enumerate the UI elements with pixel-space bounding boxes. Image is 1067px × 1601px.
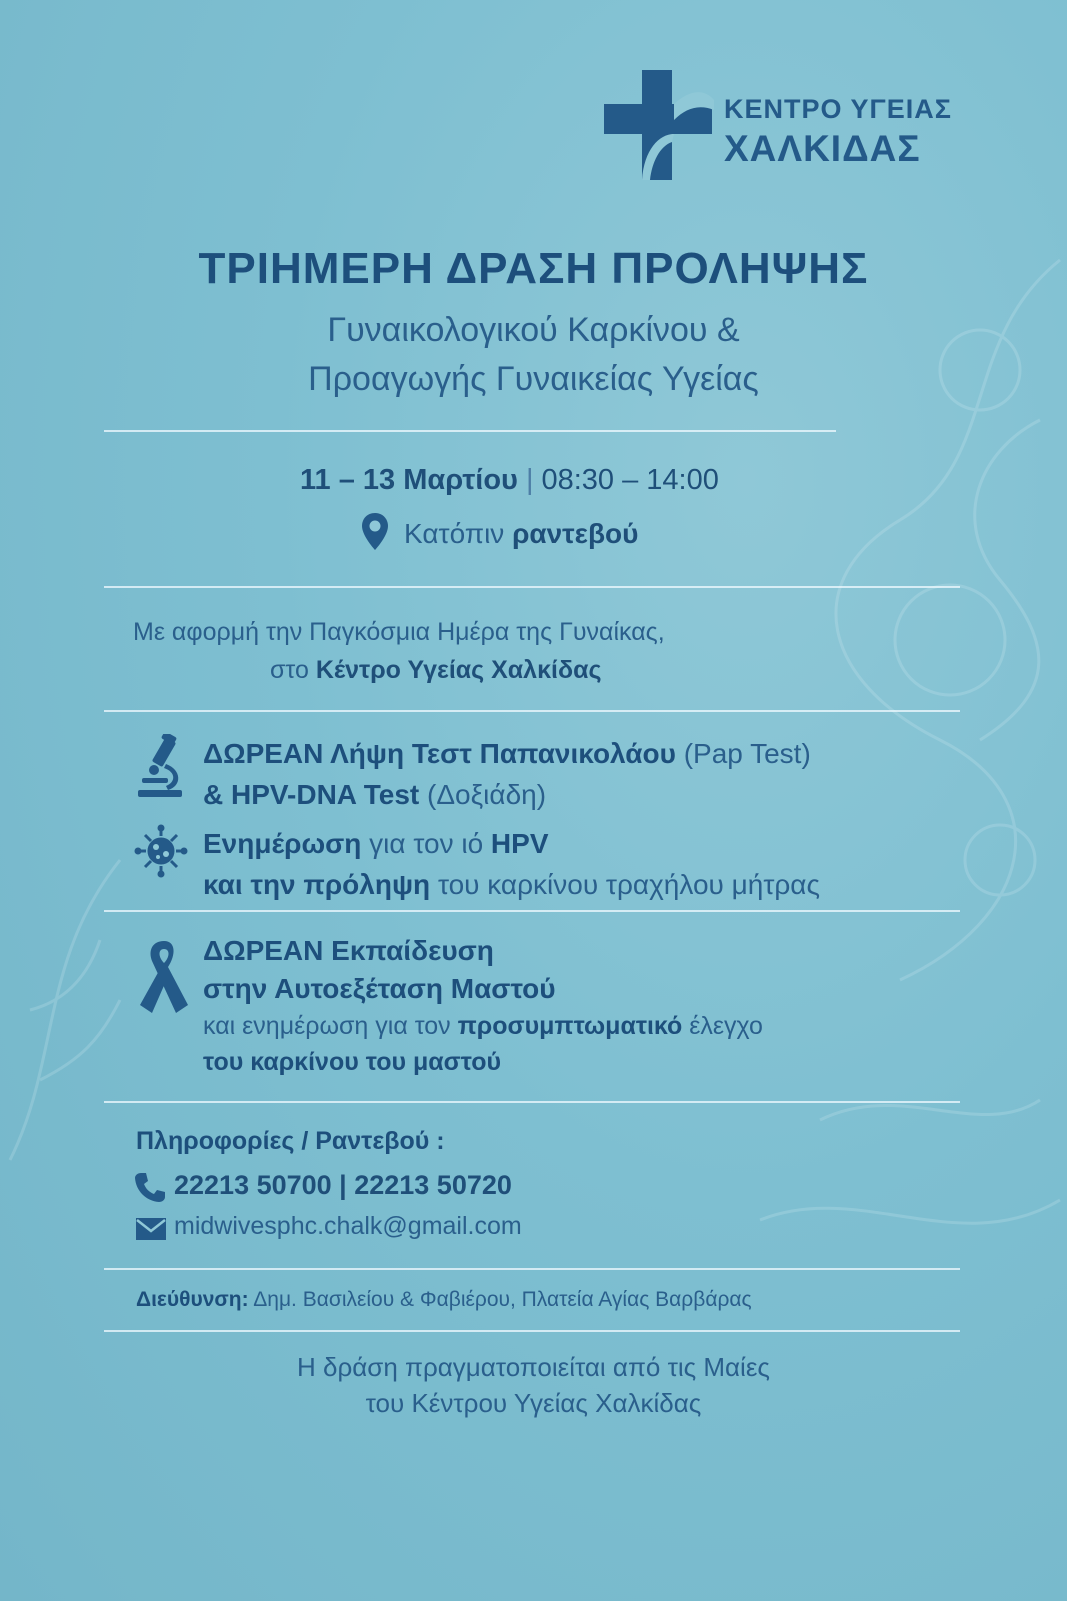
hpv-label: HPV [490,828,549,859]
appointment-prefix: Κατόπιν [404,518,505,549]
pap-test-title: ΔΩΡΕΑΝ Λήψη Τεστ Παπανικολάου [203,738,676,769]
health-center-name: Κέντρο Υγείας Χαλκίδας [315,656,602,684]
breast-training-title: ΔΩΡΕΑΝ Εκπαίδευση [203,935,494,966]
footer-line1: Η δράση πραγματοποιείται από τις Μαίες [297,1352,770,1382]
divider [104,586,960,588]
pap-test-en: (Pap Test) [683,738,811,769]
service-breast-line1 [203,935,494,967]
divider [104,1330,960,1332]
address-row [136,1288,752,1312]
service-pap-line2 [203,779,546,811]
service-breast-line4 [203,1048,501,1077]
occasion-prefix: στο [270,656,309,684]
occasion-line1: Με αφορμή την Παγκόσμια Ημέρα της Γυναίκας, [133,618,665,646]
virus-icon [134,824,188,878]
divider [104,1268,960,1270]
logo-text-line1: ΚΕΝΤΡΟ ΥΓΕΙΑΣ [724,94,952,124]
envelope-icon [135,1217,167,1241]
location-pin-icon [360,512,390,552]
event-hours: 08:30 – 14:00 [541,464,719,496]
floral-decoration [700,220,1067,1420]
divider [104,1101,960,1103]
logo [604,70,984,180]
service-pap-line1 [203,738,811,770]
breast-cancer-label: του καρκίνου του μαστού [203,1048,502,1076]
hpv-info-text: για τον ιό [369,828,484,859]
microscope-icon [136,734,188,800]
service-hpv-line1 [203,828,549,860]
occasion-line2 [270,656,601,685]
cervical-cancer-text: του καρκίνου τραχήλου μήτρας [437,869,820,900]
phone-icon [134,1171,166,1203]
address-value: Δημ. Βασιλείου & Φαβιέρου, Πλατεία Αγίας Βαρβάρας [253,1288,752,1311]
divider [104,710,960,712]
divider [104,910,960,912]
breast-info-text: και ενημέρωση για τον [203,1012,451,1040]
appointment-bold: ραντεβού [512,518,639,549]
footer-line2: του Κέντρου Υγείας Χαλκίδας [365,1388,702,1418]
phone-numbers[interactable]: 22213 50700 | 22213 50720 [174,1170,512,1200]
appointment-note [404,518,638,550]
email-link[interactable]: midwivesphc.chalk@gmail.com [174,1212,522,1240]
check-text: έλεγχο [689,1012,763,1040]
service-breast-line3 [203,1012,763,1041]
service-hpv-line2 [203,869,820,901]
awareness-ribbon-icon [138,937,190,1015]
schedule-row [300,464,719,497]
hpv-dna-test-note: (Δοξιάδη) [427,779,547,810]
hpv-info-title: Ενημέρωση [203,828,362,859]
medical-cross-icon [604,70,714,180]
subtitle-line2: Προαγωγής Γυναικείας Υγείας [308,360,759,398]
screening-label: προσυμπτωματικό [457,1012,683,1040]
logo-text-line2: ΧΑΛΚΙΔΑΣ [724,128,921,169]
page-title: ΤΡΙΗΜΕΡΗ ΔΡΑΣΗ ΠΡΟΛΗΨΗΣ [198,244,869,293]
service-breast-line2 [203,973,556,1005]
event-dates: 11 – 13 Μαρτίου [300,464,518,496]
breast-self-exam-title: στην Αυτοεξέταση Μαστού [203,973,556,1004]
divider [104,430,836,432]
hpv-dna-test-title: & HPV-DNA Test [203,779,420,810]
subtitle-line1: Γυναικολογικού Καρκίνου & [327,311,740,349]
contact-label: Πληροφορίες / Ραντεβού : [136,1127,445,1155]
schedule-separator: | [525,464,534,496]
address-label: Διεύθυνση: [136,1288,249,1311]
prevention-label: και την πρόληψη [203,869,431,900]
